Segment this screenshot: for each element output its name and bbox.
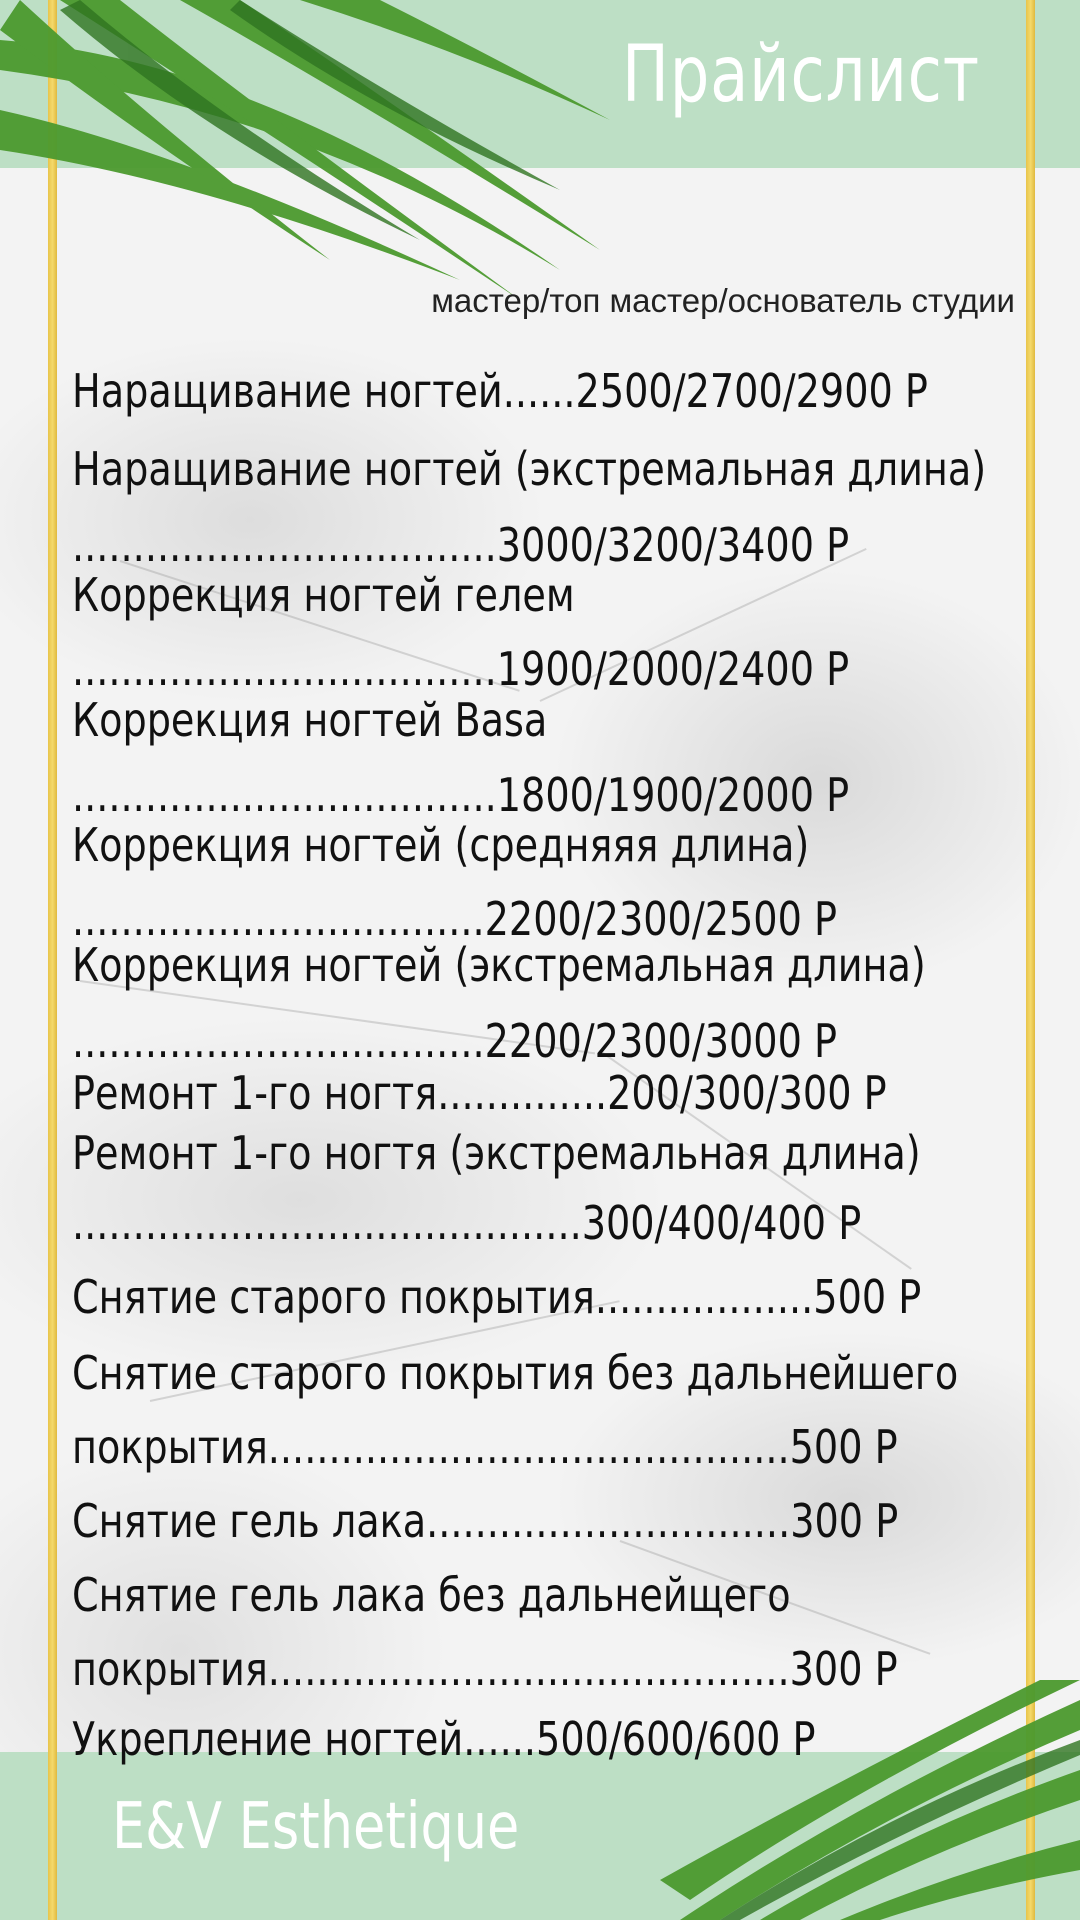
- price-line: Коррекция ногтей гелем: [72, 568, 575, 622]
- price-line: ..................................2200/2300/2500 Р: [72, 892, 838, 946]
- price-line: Коррекция ногтей (средняяя длина): [72, 818, 810, 872]
- price-line: Наращивание ногтей (экстремальная длина): [72, 442, 987, 496]
- brand-name: E&V Esthetique: [112, 1790, 520, 1864]
- price-line: Наращивание ногтей......2500/2700/2900 Р: [72, 364, 928, 418]
- price-line: ..........................................300/400/400 Р: [72, 1196, 862, 1250]
- price-list: [72, 0, 1027, 1920]
- price-line: покрытия...........................................500 Р: [72, 1420, 898, 1474]
- price-line: ...................................1900/2000/2400 Р: [72, 642, 850, 696]
- price-line: Коррекция ногтей (экстремальная длина): [72, 938, 926, 992]
- price-line: ...................................3000/3200/3400 Р: [72, 518, 850, 572]
- price-line: Коррекция ногтей Basa: [72, 693, 548, 747]
- gold-border-right: [1026, 0, 1035, 1920]
- price-line: ..................................2200/2300/3000 Р: [72, 1014, 838, 1068]
- price-line: Укрепление ногтей......500/600/600 Р: [72, 1712, 816, 1766]
- price-line: Снятие гель лака без дальнейщего: [72, 1568, 791, 1622]
- price-line: Снятие гель лака..............................300 Р: [72, 1494, 899, 1548]
- price-line: ...................................1800/1900/2000 Р: [72, 768, 850, 822]
- price-columns-caption: мастер/топ мастер/основатель студии: [431, 282, 1015, 319]
- price-line: Снятие старого покрытия..................500 Р: [72, 1270, 922, 1324]
- price-line: покрытия...........................................300 Р: [72, 1642, 898, 1696]
- price-line: Снятие старого покрытия без дальнейшего: [72, 1346, 959, 1400]
- page-title: Прайслист: [622, 30, 980, 120]
- price-line: Ремонт 1-го ногтя..............200/300/300 Р: [72, 1066, 887, 1120]
- price-line: Ремонт 1-го ногтя (экстремальная длина): [72, 1126, 921, 1180]
